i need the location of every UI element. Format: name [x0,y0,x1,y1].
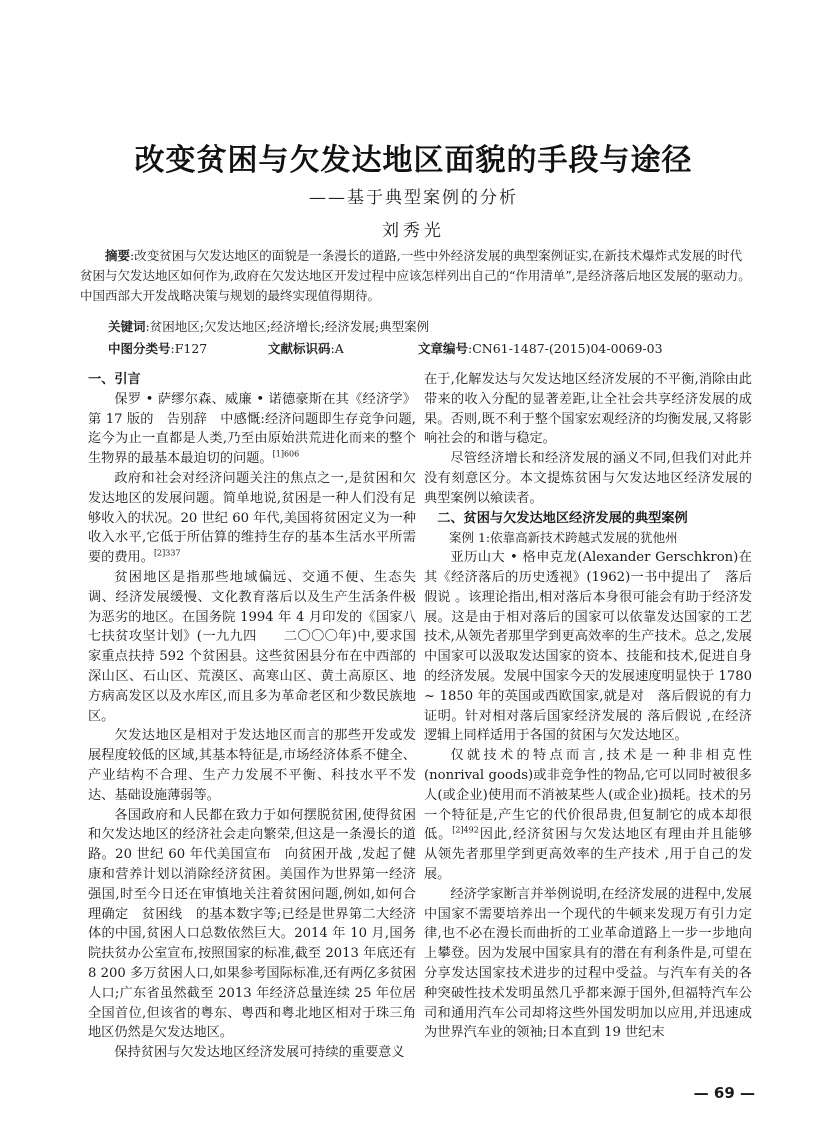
keywords [108,318,748,336]
keywords-label: 关键词 [108,319,146,334]
citation: [2]492 [452,825,479,835]
abstract [80,246,752,306]
paragraph: 贫困地区是指那些地域偏远、交通不便、生态失调、经济发展缓慢、文化教育落后以及生产生活条件极为恶劣的地区。在国务院 1994 年 4 月印发的《国家八七扶贫攻坚计划》(一九九四 二〇〇〇年)中,要求国家重点扶持 592 个贫困县。这些贫困县分布在中西部的深山区、石山区、荒漠区、高寒山区、黄土高原区、地方病高发区以及水库区,而且多为革命老区和少数民族地区。 [88,569,416,724]
paragraph-text: 因此,经济贫困与欠发达地区有理由并且能够 从领先者那里学到更高效率的生产技术 ,用于自己的发展。 [424,827,766,882]
article-meta [108,340,748,358]
section-heading-intro: 一、引言 [88,372,141,387]
case-heading: 案例 1:依靠高新技术跨越式发展的犹他州 [449,530,678,546]
paragraph-text: 仅就技术的特点而言,技术是一种非相克性(nonrival goods)或非竞争性的物品,它可以同时被很多人(或企业)使用而不消被某些人(或企业)损耗。技术的另一个特征是,产生它的代价很昂贵,但复制它的成本却很低。 [424,748,752,843]
paragraph: 经济学家断言并举例说明,在经济发展的进程中,发展中国家不需要培养出一个现代的牛顿来发现万有引力定律,也不必在漫长而曲折的工业革命道路上一步一步地向上攀登。因为发展中国家具有的潜在有利条件是,可望在分享发达国家技术进步的过程中受益。与汽车有关的各种突破性技术发明虽然几乎都来源于国外,但福特汽车公司和通用汽车公司却将这些外国发明加以应用,并迅速成为世界汽车业的领袖;日本直到 19 世纪末 [424,886,752,1041]
doc-code-value: :A [330,341,344,356]
paragraph: 欠发达地区是相对于发达地区而言的那些开发或发展程度较低的区域,其基本特征是,市场经济体系不健全、产业结构不合理、生产力发展不平衡、科技水平不发达、基础设施薄弱等。 [88,728,416,803]
article-subtitle: ——基于典型案例的分析 [309,188,518,208]
paragraph-text: 政府和社会对经济问题关注的焦点之一,是贫困和欠发达地区的发展问题。简单地说,贫困是一种人们没有足够收入的状况。20 世纪 60 年代,美国将贫困定义为一种收入水平,它低于所估算的维持生存的基本生活水平所需要的费用。 [88,470,416,566]
abstract-label: 摘要 [105,248,131,263]
paragraph: 尽管经济增长和经济发展的涵义不同,但我们对此并没有刻意区分。本文提炼贫困与欠发达地区经济发展的典型案例以飨读者。 [424,451,752,506]
paragraph [88,390,416,469]
section-heading-cases: 二、贫困与欠发达地区经济发展的典型案例 [437,510,688,526]
author-name: 刘秀光 [382,221,445,241]
page-number: — 69 — [693,1084,755,1102]
citation: [2]337 [153,548,181,558]
doc-code-label: 文献标识码 [268,341,331,356]
paragraph [88,469,416,568]
paragraph-text: 保罗 • 萨缪尔森、威廉 • 诺德豪斯在其《经济学》第 17 版的 告别辞 中感慨:经济问题即生存竞争问题,迄今为止一直都是人类,乃至由原始洪荒进化而来的整个生物界的最基本最迫切的问题。 [88,391,416,467]
article-id-label: 文章编号 [418,341,469,356]
paragraph: 在于,化解发达与欠发达地区经济发展的不平衡,消除由此带来的收入分配的显著差距,让全社会共享经济发展的成果。否则,既不利于整个国家宏观经济的均衡发展,又将影响社会的和谐与稳定。 [424,372,752,447]
left-column [88,370,416,1063]
paragraph [424,746,766,885]
clc-value: :F127 [170,341,208,356]
paragraph: 各国政府和人民都在致力于如何摆脱贫困,使得贫困和欠发达地区的经济社会走向繁荣,但这是一条漫长的道路。20 世纪 60 年代美国宣布 向贫困开战 ,发起了健康和营养计划以消除经济贫困。美国作为世界第一经济强国,时至今日还在审慎地关注着贫困问题,例如,如何合理确定 贫困线 的基本数字等;已经是世界第二大经济体的中国,贫困人口总数依然巨大。2014 年 10 月,国务院扶贫办公室宣布,按照国家的标准,截至 2013 年底还有 8 200 多万贫困人口,如果参考国际标准,还有两亿多贫困人口;广东省虽然截至 2013 年经济总量连续 25 年位居全国首位,但该省的粤东、粤西和粤北地区相对于珠三角地区仍然是欠发达地区。 [88,807,416,1041]
right-column [424,370,766,1043]
clc-label: 中图分类号 [108,341,171,356]
citation: [1]606 [272,449,300,459]
article-id-value: :CN61-1487-(2015)04-0069-03 [468,341,663,356]
paragraph: 保持贫困与欠发达地区经济发展可持续的重要意义 [114,1045,405,1061]
article-title: 改变贫困与欠发达地区面貌的手段与途径 [134,143,693,178]
keywords-text: :贫困地区;欠发达地区;经济增长;经济发展;典型案例 [145,319,430,334]
abstract-text: :改变贫困与欠发达地区的面貌是一条漫长的道路,一些中外经济发展的典型案例证实,在新技术爆炸式发展的时代贫困与欠发达地区如何作为,政府在欠发达地区开发过程中应该怎样列出自己的“作用清单”,是经济落后地区发展的驱动力。中国西部大开发战略决策与规划的最终实现值得期待。 [80,248,751,303]
paragraph: 亚历山大 • 格申克龙(Alexander Gerschkron)在其《经济落后的历史透视》(1962)一书中提出了 落后假说 。该理论指出,相对落后本身很可能会有助于经济发展。这是由于相对落后的国家可以依靠发达国家的工艺技术,从领先者那里学到更高效率的生产技术。总之,发展中国家可以汲取发达国家的资本、技能和技术,促进自身的经济发展。发展中国家今天的发展速度明显快于 1780 ~ 1850 年的英国或西欧国家,就是对 落后假说的有力证明。针对相对落后国家经济发展的 落后假说 ,在经济逻辑上同样适用于各国的贫困与欠发达地区。 [424,550,752,744]
